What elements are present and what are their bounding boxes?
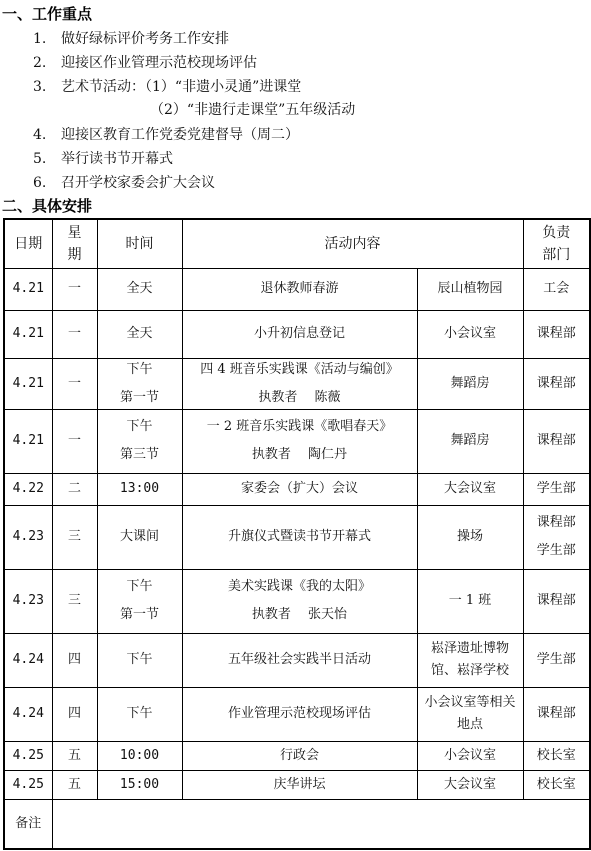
cell-dept: 学生部: [523, 473, 590, 505]
header-time: 时间: [97, 219, 182, 268]
cell-weekday: 一: [52, 310, 97, 358]
table-row: [4, 741, 590, 770]
notes-label: 备注: [4, 799, 52, 849]
cell-weekday: 一: [52, 409, 97, 473]
work-focus-item: [33, 174, 215, 192]
cell-place: 舞蹈房: [417, 409, 523, 473]
cell-date: 4.21: [4, 358, 52, 409]
cell-weekday: 三: [52, 569, 97, 633]
cell-dept: 课程部: [523, 569, 590, 633]
table-row: [4, 770, 590, 799]
cell-date: 4.21: [4, 409, 52, 473]
cell-time: 下午: [97, 687, 182, 741]
table-row: [4, 268, 590, 310]
section-2-heading: 二、具体安排: [2, 197, 93, 215]
item-number: 5.: [33, 151, 47, 167]
cell-weekday: 三: [52, 505, 97, 569]
cell-time: 下午 第一节: [97, 569, 182, 633]
cell-time: 15:00: [97, 770, 182, 799]
cell-date: 4.24: [4, 687, 52, 741]
work-focus-item: [33, 30, 229, 48]
section-1-heading: 一、工作重点: [2, 5, 93, 23]
table-header-row: [4, 219, 590, 268]
work-focus-item: [33, 78, 301, 96]
cell-place: 大会议室: [417, 770, 523, 799]
cell-dept: 课程部: [523, 358, 590, 409]
item-text: 迎接区作业管理示范校现场评估: [61, 55, 257, 71]
cell-activity: 作业管理示范校现场评估: [182, 687, 417, 741]
cell-time: 大课间: [97, 505, 182, 569]
cell-weekday: 一: [52, 358, 97, 409]
cell-date: 4.21: [4, 310, 52, 358]
work-focus-item: [150, 101, 355, 119]
notes-content: [52, 799, 590, 849]
cell-weekday: 四: [52, 687, 97, 741]
item-number: 1.: [33, 31, 47, 47]
item-text: （2）“非遗行走课堂”五年级活动: [150, 102, 356, 118]
table-row: [4, 409, 590, 473]
cell-date: 4.24: [4, 633, 52, 687]
cell-weekday: 五: [52, 770, 97, 799]
cell-activity: 美术实践课《我的太阳》 执教者 张天怡: [182, 569, 417, 633]
header-activity: 活动内容: [182, 219, 523, 268]
cell-date: 4.23: [4, 569, 52, 633]
cell-date: 4.25: [4, 741, 52, 770]
cell-dept: 校长室: [523, 770, 590, 799]
table-row: [4, 310, 590, 358]
cell-activity: 退休教师春游: [182, 268, 417, 310]
cell-place: 小会议室等相关 地点: [417, 687, 523, 741]
schedule-table: [3, 218, 591, 850]
cell-dept: 课程部: [523, 310, 590, 358]
cell-date: 4.22: [4, 473, 52, 505]
cell-place: 辰山植物园: [417, 268, 523, 310]
table-row: [4, 505, 590, 569]
cell-place: 操场: [417, 505, 523, 569]
cell-time: 下午 第三节: [97, 409, 182, 473]
cell-dept: 工会: [523, 268, 590, 310]
cell-time: 全天: [97, 310, 182, 358]
cell-activity: 一 2 班音乐实践课《歌唱春天》 执教者 陶仁丹: [182, 409, 417, 473]
work-focus-item: [33, 126, 299, 144]
cell-activity: 升旗仪式暨读书节开幕式: [182, 505, 417, 569]
item-number: 2.: [33, 55, 47, 71]
cell-time: 全天: [97, 268, 182, 310]
cell-place: 小会议室: [417, 741, 523, 770]
cell-activity: 行政会: [182, 741, 417, 770]
cell-date: 4.21: [4, 268, 52, 310]
work-focus-item: [33, 150, 173, 168]
item-number: 3.: [33, 79, 47, 95]
cell-weekday: 五: [52, 741, 97, 770]
cell-time: 10:00: [97, 741, 182, 770]
item-number: 4.: [33, 127, 47, 143]
cell-dept: 课程部: [523, 687, 590, 741]
header-date: 日期: [4, 219, 52, 268]
item-text: 召开学校家委会扩大会议: [61, 175, 215, 191]
cell-place: 大会议室: [417, 473, 523, 505]
cell-place: 舞蹈房: [417, 358, 523, 409]
cell-weekday: 四: [52, 633, 97, 687]
cell-time: 13:00: [97, 473, 182, 505]
work-focus-item: [33, 54, 257, 72]
cell-dept: 学生部: [523, 633, 590, 687]
header-weekday: 星 期: [52, 219, 97, 268]
table-row: [4, 569, 590, 633]
cell-date: 4.25: [4, 770, 52, 799]
item-text: 举行读书节开幕式: [61, 151, 173, 167]
cell-weekday: 一: [52, 268, 97, 310]
cell-place: 小会议室: [417, 310, 523, 358]
cell-activity: 庆华讲坛: [182, 770, 417, 799]
cell-place: 崧泽遗址博物 馆、崧泽学校: [417, 633, 523, 687]
table-row: [4, 473, 590, 505]
notes-row: [4, 799, 590, 849]
cell-dept: 校长室: [523, 741, 590, 770]
cell-weekday: 二: [52, 473, 97, 505]
cell-dept: 课程部: [523, 409, 590, 473]
item-text: 艺术节活动：（1）“非遗小灵通”进课堂: [61, 79, 302, 95]
cell-date: 4.23: [4, 505, 52, 569]
cell-activity: 家委会（扩大）会议: [182, 473, 417, 505]
cell-place: 一 1 班: [417, 569, 523, 633]
table-row: [4, 358, 590, 409]
table-row: [4, 633, 590, 687]
cell-time: 下午 第一节: [97, 358, 182, 409]
table-row: [4, 687, 590, 741]
header-dept: 负责 部门: [523, 219, 590, 268]
cell-dept: 课程部 学生部: [523, 505, 590, 569]
cell-activity: 五年级社会实践半日活动: [182, 633, 417, 687]
item-number: 6.: [33, 175, 47, 191]
item-text: 迎接区教育工作党委党建督导（周二）: [61, 127, 299, 143]
cell-activity: 四 4 班音乐实践课《活动与编创》 执教者 陈薇: [182, 358, 417, 409]
item-text: 做好绿标评价考务工作安排: [61, 31, 229, 47]
cell-time: 下午: [97, 633, 182, 687]
cell-activity: 小升初信息登记: [182, 310, 417, 358]
